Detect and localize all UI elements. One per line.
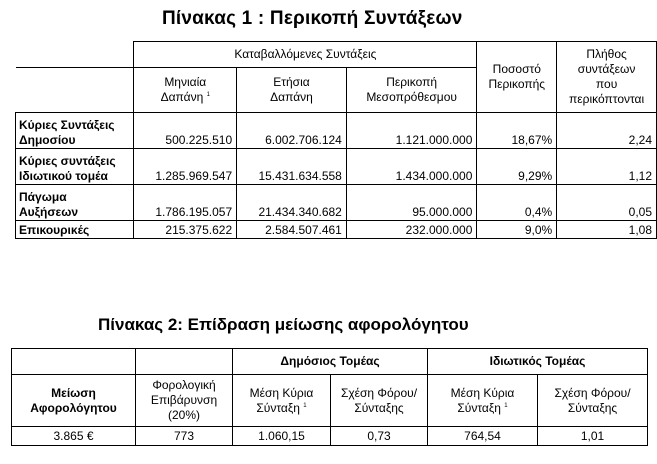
cell-annual: 15.431.634.558	[237, 149, 347, 185]
cell-burden: 773	[136, 427, 233, 446]
header-avg-line2: Σύνταξη	[457, 400, 501, 415]
cell-cut: 232.000.000	[346, 221, 477, 239]
table2-header-burden	[136, 375, 233, 427]
table-row	[16, 113, 657, 149]
header-annual-line1: Ετήσια	[273, 75, 310, 89]
cell-count: 0,05	[557, 185, 657, 221]
table-row	[16, 221, 657, 239]
table2-header-public-avg	[233, 375, 331, 427]
header-pct-line2: Περικοπής	[488, 77, 546, 91]
cell-annual: 2.584.507.461	[237, 221, 347, 239]
header-ratio-line1: Σχέση Φόρου/	[340, 385, 418, 400]
pension-cuts-table	[15, 41, 657, 239]
header-ratio-line1: Σχέση Φόρου/	[554, 385, 631, 400]
header-avg-line2: Σύνταξη	[256, 400, 300, 415]
header-monthly-line2: Δαπάνη	[160, 90, 204, 104]
header-cut-line1: Περικοπή	[386, 75, 438, 89]
footnote-marker: 1	[504, 402, 508, 409]
header-reduction-line2: Αφορολόγητου	[30, 400, 117, 415]
cell-monthly: 1.786.195.057	[134, 185, 237, 221]
header-monthly-line1: Μηνιαία	[164, 75, 207, 89]
header-burden-line2: Επιβάρυνση	[150, 393, 218, 407]
cell-public-avg: 1.060,15	[233, 427, 331, 446]
cell-pct: 9,0%	[477, 221, 557, 239]
row-label-line1: Κύριες Συντάξεις	[19, 118, 115, 132]
cell-count: 2,24	[557, 113, 657, 149]
header-pct-line1: Ποσοστό	[492, 62, 541, 76]
row-label	[16, 185, 134, 221]
cell-reduction: 3.865 €	[12, 427, 136, 446]
tax-threshold-table	[11, 348, 648, 446]
table2-header-row-1	[12, 349, 648, 375]
header-ratio-line2: Σύνταξης	[567, 400, 618, 415]
table2-header-public-ratio	[331, 375, 428, 427]
table1-corner-cell-2	[16, 68, 134, 113]
table-row	[12, 427, 648, 446]
cell-private-ratio: 1,01	[538, 427, 648, 446]
table2-header-private-avg	[428, 375, 538, 427]
cell-cut: 1.434.000.000	[346, 149, 477, 185]
table2-title: Πίνακας 2: Επίδραση μείωσης αφορολόγητου	[98, 315, 469, 334]
table1-header-pct	[477, 42, 557, 113]
table1-header-row-1	[16, 42, 657, 68]
cell-pct: 0,4%	[477, 185, 557, 221]
header-count-line3: που	[595, 77, 618, 91]
header-reduction-line1: Μείωση	[51, 385, 96, 400]
cell-monthly: 215.375.622	[134, 221, 237, 239]
table2-private-header: Ιδιωτικός Τομέας	[428, 349, 648, 375]
table1-header-count	[557, 42, 657, 113]
row-label-line1: Κύριες συντάξεις	[19, 154, 116, 168]
cell-pct: 9,29%	[477, 149, 557, 185]
cell-cut: 95.000.000	[346, 185, 477, 221]
header-ratio-line2: Σύνταξης	[354, 400, 404, 415]
table1-title: Πίνακας 1 : Περικοπή Συντάξεων	[162, 8, 463, 29]
table-row	[16, 149, 657, 185]
header-avg-line1: Μέση Κύρια	[249, 385, 314, 400]
table1-group-header: Καταβαλλόμενες Συντάξεις	[134, 42, 477, 68]
cell-annual: 21.434.340.682	[237, 185, 347, 221]
table2-header-private-ratio	[538, 375, 648, 427]
cell-count: 1,12	[557, 149, 657, 185]
footnote-marker: 1	[206, 92, 210, 98]
table2-empty-header-2	[136, 349, 233, 375]
cell-private-avg: 764,54	[428, 427, 538, 446]
table2-header-row-2	[12, 375, 648, 427]
table1-header-annual	[237, 68, 347, 113]
header-avg-line1: Μέση Κύρια	[450, 385, 515, 400]
table2-header-reduction	[12, 375, 136, 427]
row-label	[16, 149, 134, 185]
table1-corner-cell	[16, 42, 134, 68]
header-burden-line1: Φορολογική	[152, 378, 216, 392]
table-row	[16, 185, 657, 221]
table1-header-cut	[346, 68, 477, 113]
cell-public-ratio: 0,73	[331, 427, 428, 446]
table2-public-header: Δημόσιος Τομέας	[233, 349, 428, 375]
header-annual-line2: Δαπάνη	[270, 90, 313, 104]
header-cut-line2: Μεσοπρόθεσμου	[366, 90, 457, 104]
row-label-line2: Αυξήσεων	[19, 205, 79, 219]
table2-empty-header-1	[12, 349, 136, 375]
cell-monthly: 500.225.510	[134, 113, 237, 149]
cell-monthly: 1.285.969.547	[134, 149, 237, 185]
header-burden-line3: (20%)	[167, 408, 200, 422]
row-label-line2: Ιδιωτικού τομέα	[19, 169, 108, 183]
row-label-line1: Πάγωμα	[19, 190, 67, 204]
row-label: Επικουρικές	[16, 221, 134, 239]
cell-cut: 1.121.000.000	[346, 113, 477, 149]
header-count-line2: συντάξεων	[577, 62, 636, 76]
footnote-marker: 1	[303, 402, 307, 409]
cell-annual: 6.002.706.124	[237, 113, 347, 149]
row-label-line2: Δημοσίου	[19, 133, 76, 147]
header-count-line4: περικόπτονται	[568, 92, 645, 106]
table1-header-monthly	[134, 68, 237, 113]
cell-count: 1,08	[557, 221, 657, 239]
cell-pct: 18,67%	[477, 113, 557, 149]
row-label	[16, 113, 134, 149]
header-count-line1: Πλήθος	[586, 47, 627, 61]
